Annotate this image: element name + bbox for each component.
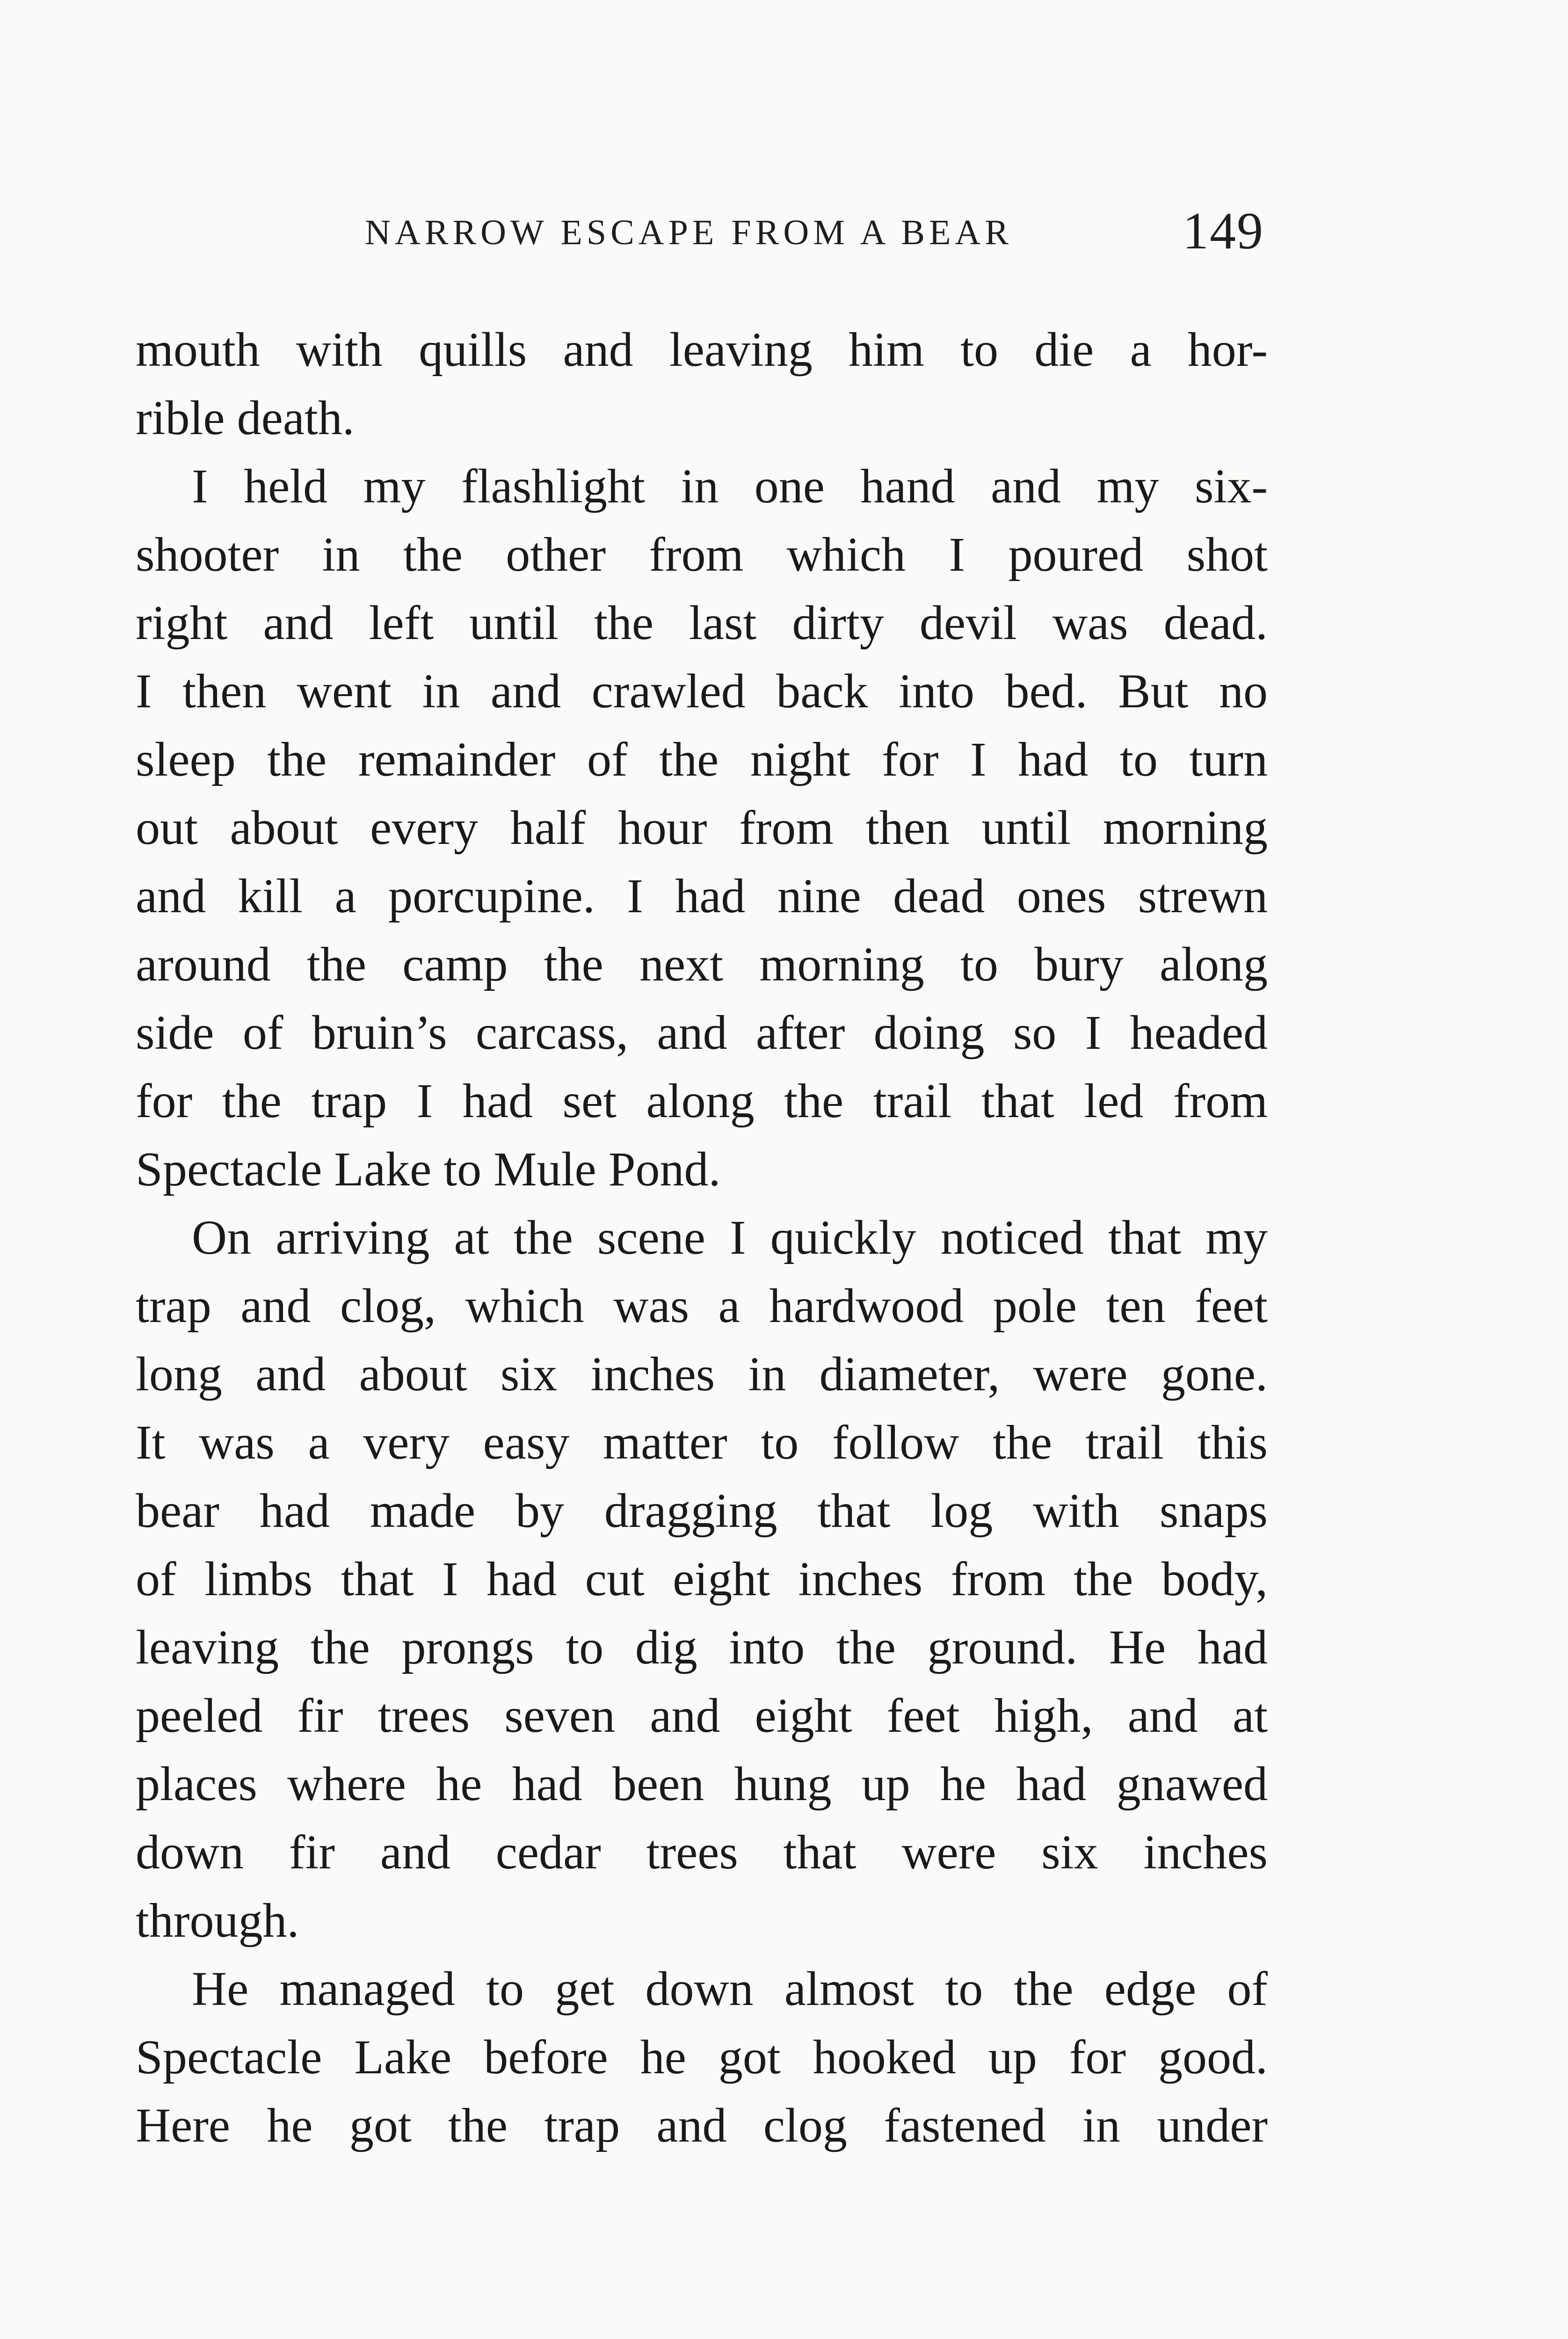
text-line: for the trap I had set along the trail that led from xyxy=(136,1074,1268,1128)
text-line: trap and clog, which was a hardwood pole ten feet xyxy=(136,1279,1268,1333)
text-line: mouth with quills and leaving him to die a hor- xyxy=(136,323,1268,377)
text-line: right and left until the last dirty devil was dead. xyxy=(136,596,1268,650)
text-line: places where he had been hung up he had gnawed xyxy=(136,1757,1268,1811)
text-line: bear had made by dragging that log with snaps xyxy=(136,1484,1268,1538)
text-line: side of bruin’s carcass, and after doing so I headed xyxy=(136,1006,1268,1060)
text-line: around the camp the next morning to bury along xyxy=(136,937,1268,991)
text-line: down fir and cedar trees that were six inches xyxy=(136,1825,1268,1879)
text-line: Spectacle Lake to Mule Pond. xyxy=(136,1142,721,1196)
text-line: peeled fir trees seven and eight feet high, and at xyxy=(136,1689,1268,1743)
text-line: On arriving at the scene I quickly noticed that my xyxy=(192,1211,1268,1264)
text-line: I then went in and crawled back into bed. But no xyxy=(136,664,1268,718)
text-line: and kill a porcupine. I had nine dead ones strewn xyxy=(136,869,1268,923)
text-line: of limbs that I had cut eight inches from the body, xyxy=(136,1552,1268,1606)
text-line: It was a very easy matter to follow the trail this xyxy=(136,1416,1268,1469)
text-line: shooter in the other from which I poured shot xyxy=(136,528,1268,581)
page-number: 149 xyxy=(1183,202,1264,260)
text-line: rible death. xyxy=(136,391,355,445)
text-line: through. xyxy=(136,1894,299,1947)
running-head xyxy=(136,201,1268,267)
text-line: Spectacle Lake before he got hooked up for good. xyxy=(136,2030,1268,2084)
text-line: Here he got the trap and clog fastened in under xyxy=(136,2099,1268,2152)
text-line: sleep the remainder of the night for I had to turn xyxy=(136,733,1268,786)
running-title: NARROW ESCAPE FROM A BEAR xyxy=(365,213,1013,252)
text-line: I held my flashlight in one hand and my six- xyxy=(192,459,1268,513)
text-line: He managed to get down almost to the edge of xyxy=(192,1962,1268,2016)
body-text xyxy=(136,316,1268,2160)
text-line: out about every half hour from then until morning xyxy=(136,801,1268,855)
text-line: long and about six inches in diameter, were gone. xyxy=(136,1347,1268,1401)
text-line: leaving the prongs to dig into the ground. He had xyxy=(136,1620,1268,1674)
